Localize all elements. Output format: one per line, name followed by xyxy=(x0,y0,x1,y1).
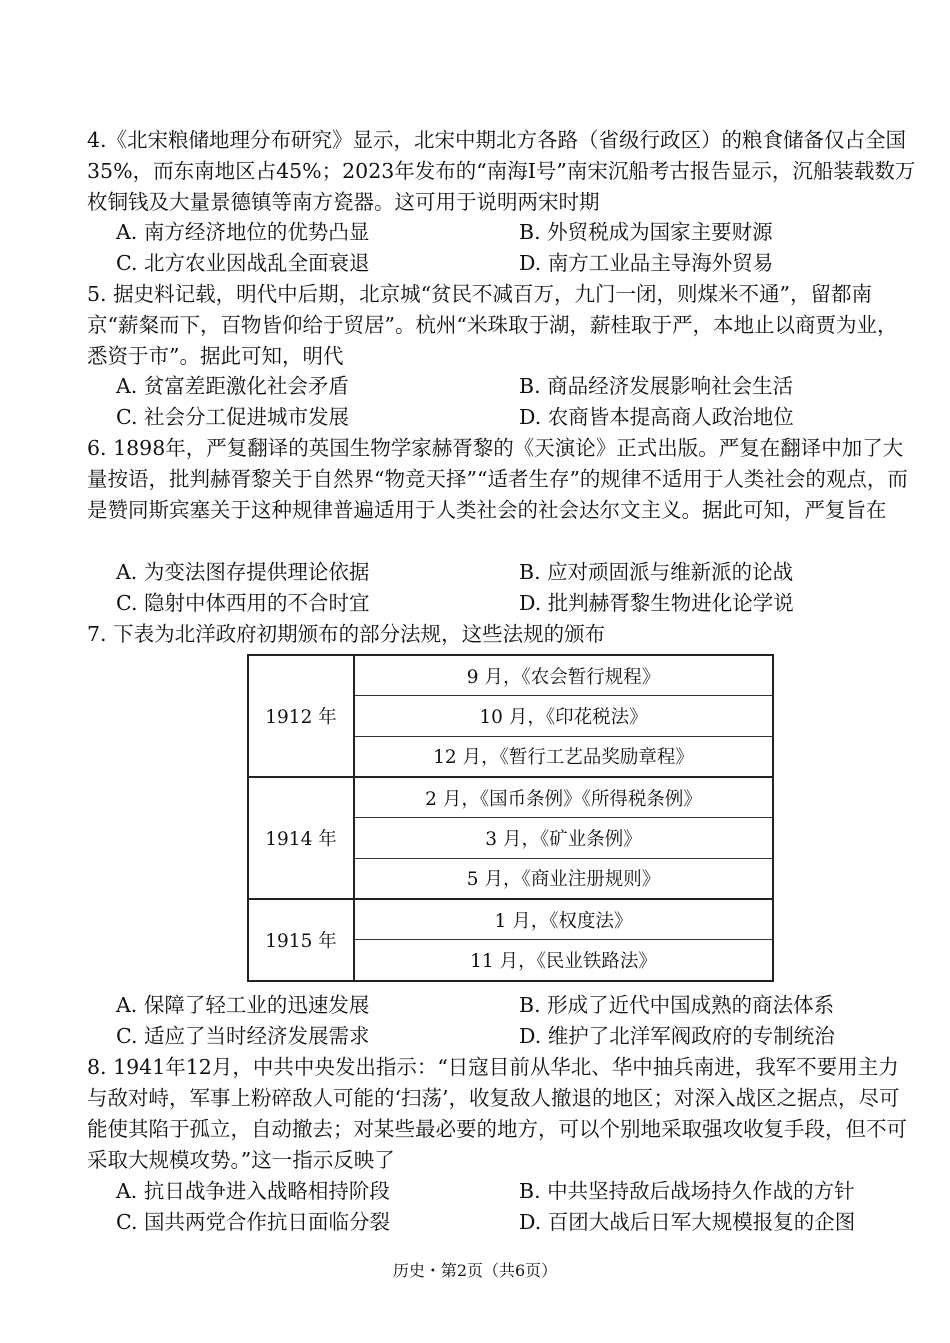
question-6 xyxy=(87,433,917,526)
table-cell: 10 月，《印花税法》 xyxy=(354,696,773,736)
table-cell: 5 月，《商业注册规则》 xyxy=(354,858,773,899)
question-5-option-a[interactable]: A. 贫富差距激化社会矛盾 xyxy=(116,374,349,398)
question-4-text: 4.《北宋粮储地理分布研究》显示，北宋中期北方各路（省级行政区）的粮食储备仅占全国35%，而东南地区占45%；2023年发布的“南海Ⅰ号”南宋沉船考古报告显示，沉船装载数万枚铜钱及大量景德镇等南方瓷器。这可用于说明两宋时期 xyxy=(87,128,916,214)
question-8 xyxy=(87,1052,917,1176)
table-year-cell: 1914 年 xyxy=(248,777,354,899)
question-8-text: 8. 1941年12月，中共中央发出指示：“日寇目前从华北、华中抽兵南进，我军不要用主力与敌对峙，军事上粉碎敌人可能的‘扫荡’，收复敌人撤退的地区；对深入战区之据点，尽可能使其陷于孤立，自动撤去；对某些最必要的地方，可以个别地采取强攻收复手段，但不可采取大规模攻势。”这一指示反映了 xyxy=(87,1055,907,1172)
question-8-option-b[interactable]: B. 中共坚持敌后战场持久作战的方针 xyxy=(519,1179,855,1203)
question-4-option-d[interactable]: D. 南方工业品主导海外贸易 xyxy=(519,251,774,275)
question-6-option-a[interactable]: A. 为变法图存提供理论依据 xyxy=(116,560,370,584)
question-7-text: 7. 下表为北洋政府初期颁布的部分法规，这些法规的颁布 xyxy=(87,622,606,646)
question-7 xyxy=(87,619,917,650)
question-4-option-c[interactable]: C. 北方农业因战乱全面衰退 xyxy=(116,251,370,275)
table-year-cell: 1915 年 xyxy=(248,899,354,981)
question-6-text: 6. 1898年，严复翻译的英国生物学家赫胥黎的《天演论》正式出版。严复在翻译中加了大量按语，批判赫胥黎关于自然界“物竞天择”“适者生存”的规律不适用于人类社会的观点，而是赞同斯宾塞关于这种规律普遍适用于人类社会的社会达尔文主义。据此可知，严复旨在 xyxy=(87,436,908,522)
question-4 xyxy=(87,125,917,218)
question-8-option-a[interactable]: A. 抗日战争进入战略相持阶段 xyxy=(116,1179,390,1203)
question-5 xyxy=(87,279,917,372)
table-cell: 11 月，《民业铁路法》 xyxy=(354,940,773,981)
question-6-option-c[interactable]: C. 隐射中体西用的不合时宜 xyxy=(116,591,370,615)
table-cell: 1 月，《权度法》 xyxy=(354,899,773,940)
question-7-option-d[interactable]: D. 维护了北洋军阀政府的专制统治 xyxy=(519,1024,835,1048)
question-7-option-c[interactable]: C. 适应了当时经济发展需求 xyxy=(116,1024,370,1048)
regulations-table xyxy=(247,654,774,982)
question-8-option-d[interactable]: D. 百团大战后日军大规模报复的企图 xyxy=(519,1210,856,1234)
table-year-cell: 1912 年 xyxy=(248,655,354,777)
question-8-option-c[interactable]: C. 国共两党合作抗日面临分裂 xyxy=(116,1210,390,1234)
table-cell: 9 月，《农会暂行规程》 xyxy=(354,655,773,696)
question-4-option-b[interactable]: B. 外贸税成为国家主要财源 xyxy=(519,220,773,244)
page-footer: 历史・第2页（共6页） xyxy=(392,1261,558,1280)
table-cell: 3 月，《矿业条例》 xyxy=(354,818,773,858)
question-5-option-c[interactable]: C. 社会分工促进城市发展 xyxy=(116,405,349,429)
table-cell: 12 月，《暂行工艺品奖励章程》 xyxy=(354,736,773,777)
table-cell: 2 月，《国币条例》《所得税条例》 xyxy=(354,777,773,818)
question-7-option-a[interactable]: A. 保障了轻工业的迅速发展 xyxy=(116,993,370,1017)
question-6-option-d[interactable]: D. 批判赫胥黎生物进化论学说 xyxy=(519,591,794,615)
question-6-option-b[interactable]: B. 应对顽固派与维新派的论战 xyxy=(519,560,794,584)
question-5-text: 5. 据史料记载，明代中后期，北京城“贫民不减百万，九门一闭，则煤米不通”，留都南京“薪粲而下，百物皆仰给于贸居”。杭州“米珠取于湖，薪桂取于严，本地止以商贾为业，悉资于市”。据此可知，明代 xyxy=(87,282,898,368)
question-5-option-d[interactable]: D. 农商皆本提高商人政治地位 xyxy=(519,405,794,429)
question-7-option-b[interactable]: B. 形成了近代中国成熟的商法体系 xyxy=(519,993,835,1017)
question-5-option-b[interactable]: B. 商品经济发展影响社会生活 xyxy=(519,374,794,398)
question-4-option-a[interactable]: A. 南方经济地位的优势凸显 xyxy=(116,220,370,244)
